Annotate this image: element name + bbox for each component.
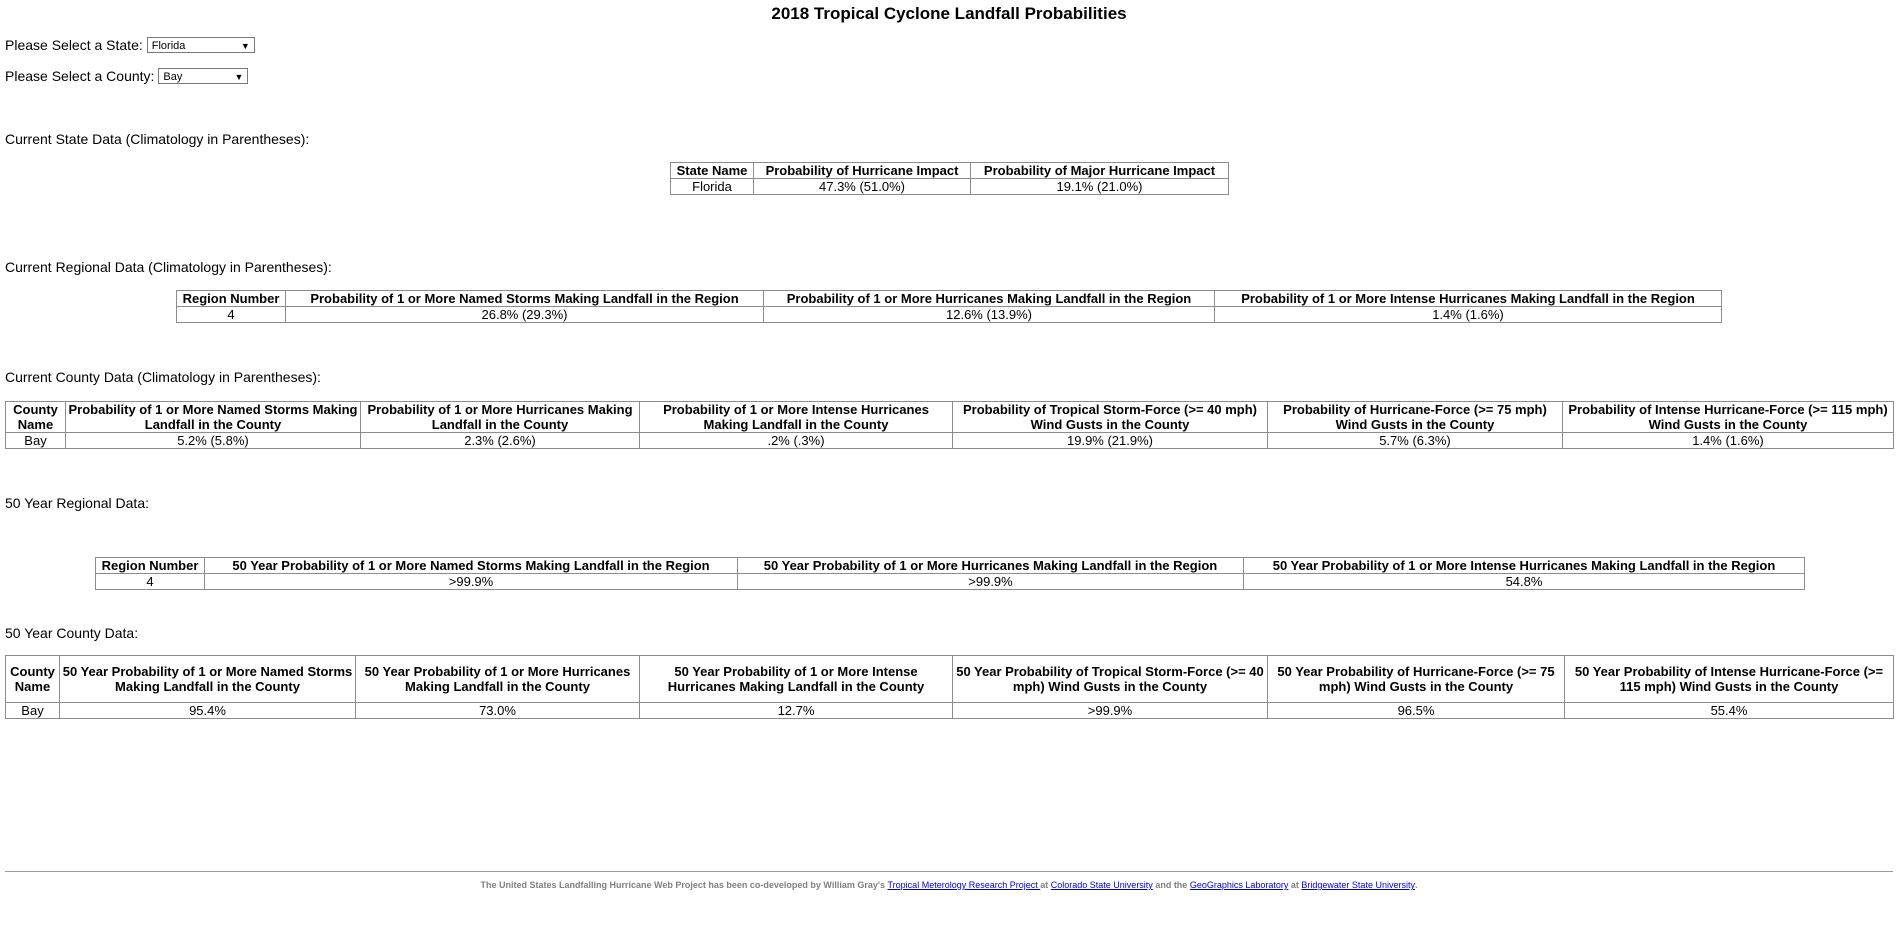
- county-data-heading: Current County Data (Climatology in Parentheses):: [5, 369, 321, 385]
- table-header-cell: Probability of 1 or More Intense Hurricanes Making Landfall in the County: [640, 402, 953, 433]
- state-data-table: [670, 162, 1229, 195]
- table-row: [177, 307, 1722, 323]
- table-cell: 2.3% (2.6%): [361, 433, 640, 449]
- table-header-cell: 50 Year Probability of 1 or More Intense Hurricanes Making Landfall in the County: [640, 656, 953, 703]
- state-select-row: [5, 37, 255, 53]
- table-header-row: [96, 558, 1805, 574]
- table-cell: 54.8%: [1244, 574, 1805, 590]
- table-cell: Florida: [671, 179, 754, 195]
- footer-link-csu[interactable]: Colorado State University: [1050, 880, 1153, 890]
- table-cell: 12.6% (13.9%): [764, 307, 1215, 323]
- table-cell: 19.9% (21.9%): [953, 433, 1268, 449]
- table-header-cell: Probability of Tropical Storm-Force (>= 40 mph) Wind Gusts in the County: [953, 402, 1268, 433]
- table-header-cell: 50 Year Probability of 1 or More Intense Hurricanes Making Landfall in the Region: [1244, 558, 1805, 574]
- footer-divider: [5, 871, 1893, 872]
- table-cell: 4: [96, 574, 205, 590]
- regional-50-heading: 50 Year Regional Data:: [5, 495, 149, 511]
- table-header-cell: Probability of 1 or More Hurricanes Making Landfall in the County: [361, 402, 640, 433]
- footer-link-tmrp[interactable]: Tropical Meterology Research Project: [887, 880, 1041, 890]
- table-cell: >99.9%: [205, 574, 738, 590]
- footer-text: The United States Landfalling Hurricane Web Project has been co-developed by William Gray's: [480, 880, 888, 890]
- table-header-cell: 50 Year Probability of Tropical Storm-Force (>= 40 mph) Wind Gusts in the County: [953, 656, 1268, 703]
- table-cell: 73.0%: [356, 703, 640, 719]
- table-header-cell: Probability of 1 or More Hurricanes Making Landfall in the Region: [764, 291, 1215, 307]
- table-header-cell: Probability of 1 or More Named Storms Making Landfall in the Region: [286, 291, 764, 307]
- table-header-cell: Region Number: [96, 558, 205, 574]
- footer-text: at: [1288, 880, 1302, 890]
- table-header-row: [6, 402, 1894, 433]
- table-header-cell: Probability of Major Hurricane Impact: [971, 163, 1229, 179]
- table-cell: 19.1% (21.0%): [971, 179, 1229, 195]
- state-select-value: Florida: [151, 40, 186, 52]
- footer-link-geographics-lab[interactable]: GeoGraphics Laboratory: [1189, 880, 1289, 890]
- county-data-table: [5, 401, 1894, 449]
- table-cell: .2% (.3%): [640, 433, 953, 449]
- table-row: [6, 433, 1894, 449]
- table-header-cell: County Name: [6, 656, 60, 703]
- table-header-cell: Probability of 1 or More Intense Hurricanes Making Landfall in the Region: [1215, 291, 1722, 307]
- table-cell: 55.4%: [1565, 703, 1894, 719]
- table-cell: 5.7% (6.3%): [1268, 433, 1563, 449]
- county-50-heading: 50 Year County Data:: [5, 625, 139, 641]
- table-header-cell: State Name: [671, 163, 754, 179]
- table-cell: 5.2% (5.8%): [66, 433, 361, 449]
- county-select-row: [5, 68, 248, 84]
- table-header-cell: Region Number: [177, 291, 286, 307]
- county-select-value: Bay: [163, 71, 183, 83]
- table-row: [96, 574, 1805, 590]
- footer-link-bsu[interactable]: Bridgewater State University: [1301, 880, 1415, 890]
- table-cell: 1.4% (1.6%): [1563, 433, 1894, 449]
- table-cell: >99.9%: [953, 703, 1268, 719]
- table-header-cell: County Name: [6, 402, 66, 433]
- table-header-row: [177, 291, 1722, 307]
- table-header-cell: 50 Year Probability of 1 or More Named Storms Making Landfall in the County: [60, 656, 356, 703]
- regional-50-table: [95, 557, 1805, 590]
- table-cell: 26.8% (29.3%): [286, 307, 764, 323]
- table-cell: 4: [177, 307, 286, 323]
- table-header-cell: Probability of Hurricane Impact: [754, 163, 971, 179]
- county-50-table: [5, 655, 1894, 719]
- state-select[interactable]: [147, 37, 255, 53]
- county-select-label: Please Select a County:: [5, 68, 155, 84]
- table-cell: >99.9%: [738, 574, 1244, 590]
- dropdown-arrow-icon: ▼: [240, 41, 250, 51]
- table-header-row: [6, 656, 1894, 703]
- table-row: [6, 703, 1894, 719]
- footer-text: and the: [1152, 880, 1190, 890]
- state-data-heading: Current State Data (Climatology in Parentheses):: [5, 131, 310, 147]
- table-header-row: [671, 163, 1229, 179]
- table-cell: 1.4% (1.6%): [1215, 307, 1722, 323]
- dropdown-arrow-icon: ▼: [234, 72, 244, 82]
- table-row: [671, 179, 1229, 195]
- table-cell: Bay: [6, 433, 66, 449]
- footer-text: .: [1414, 880, 1418, 890]
- footer-text: at: [1040, 880, 1051, 890]
- table-header-cell: 50 Year Probability of 1 or More Hurricanes Making Landfall in the County: [356, 656, 640, 703]
- table-header-cell: 50 Year Probability of 1 or More Hurricanes Making Landfall in the Region: [738, 558, 1244, 574]
- page-title: 2018 Tropical Cyclone Landfall Probabilities: [771, 4, 1127, 23]
- table-cell: 96.5%: [1268, 703, 1565, 719]
- table-header-cell: 50 Year Probability of Hurricane-Force (>= 75 mph) Wind Gusts in the County: [1268, 656, 1565, 703]
- table-cell: Bay: [6, 703, 60, 719]
- footer: [0, 880, 1898, 890]
- table-header-cell: Probability of Hurricane-Force (>= 75 mph) Wind Gusts in the County: [1268, 402, 1563, 433]
- regional-data-heading: Current Regional Data (Climatology in Parentheses):: [5, 259, 332, 275]
- regional-data-table: [176, 290, 1722, 323]
- table-cell: 47.3% (51.0%): [754, 179, 971, 195]
- table-cell: 12.7%: [640, 703, 953, 719]
- table-cell: 95.4%: [60, 703, 356, 719]
- table-header-cell: Probability of 1 or More Named Storms Making Landfall in the County: [66, 402, 361, 433]
- state-select-label: Please Select a State:: [5, 37, 143, 53]
- table-header-cell: Probability of Intense Hurricane-Force (>= 115 mph) Wind Gusts in the County: [1563, 402, 1894, 433]
- table-header-cell: 50 Year Probability of Intense Hurricane-Force (>= 115 mph) Wind Gusts in the County: [1565, 656, 1894, 703]
- county-select[interactable]: [158, 68, 248, 84]
- table-header-cell: 50 Year Probability of 1 or More Named Storms Making Landfall in the Region: [205, 558, 738, 574]
